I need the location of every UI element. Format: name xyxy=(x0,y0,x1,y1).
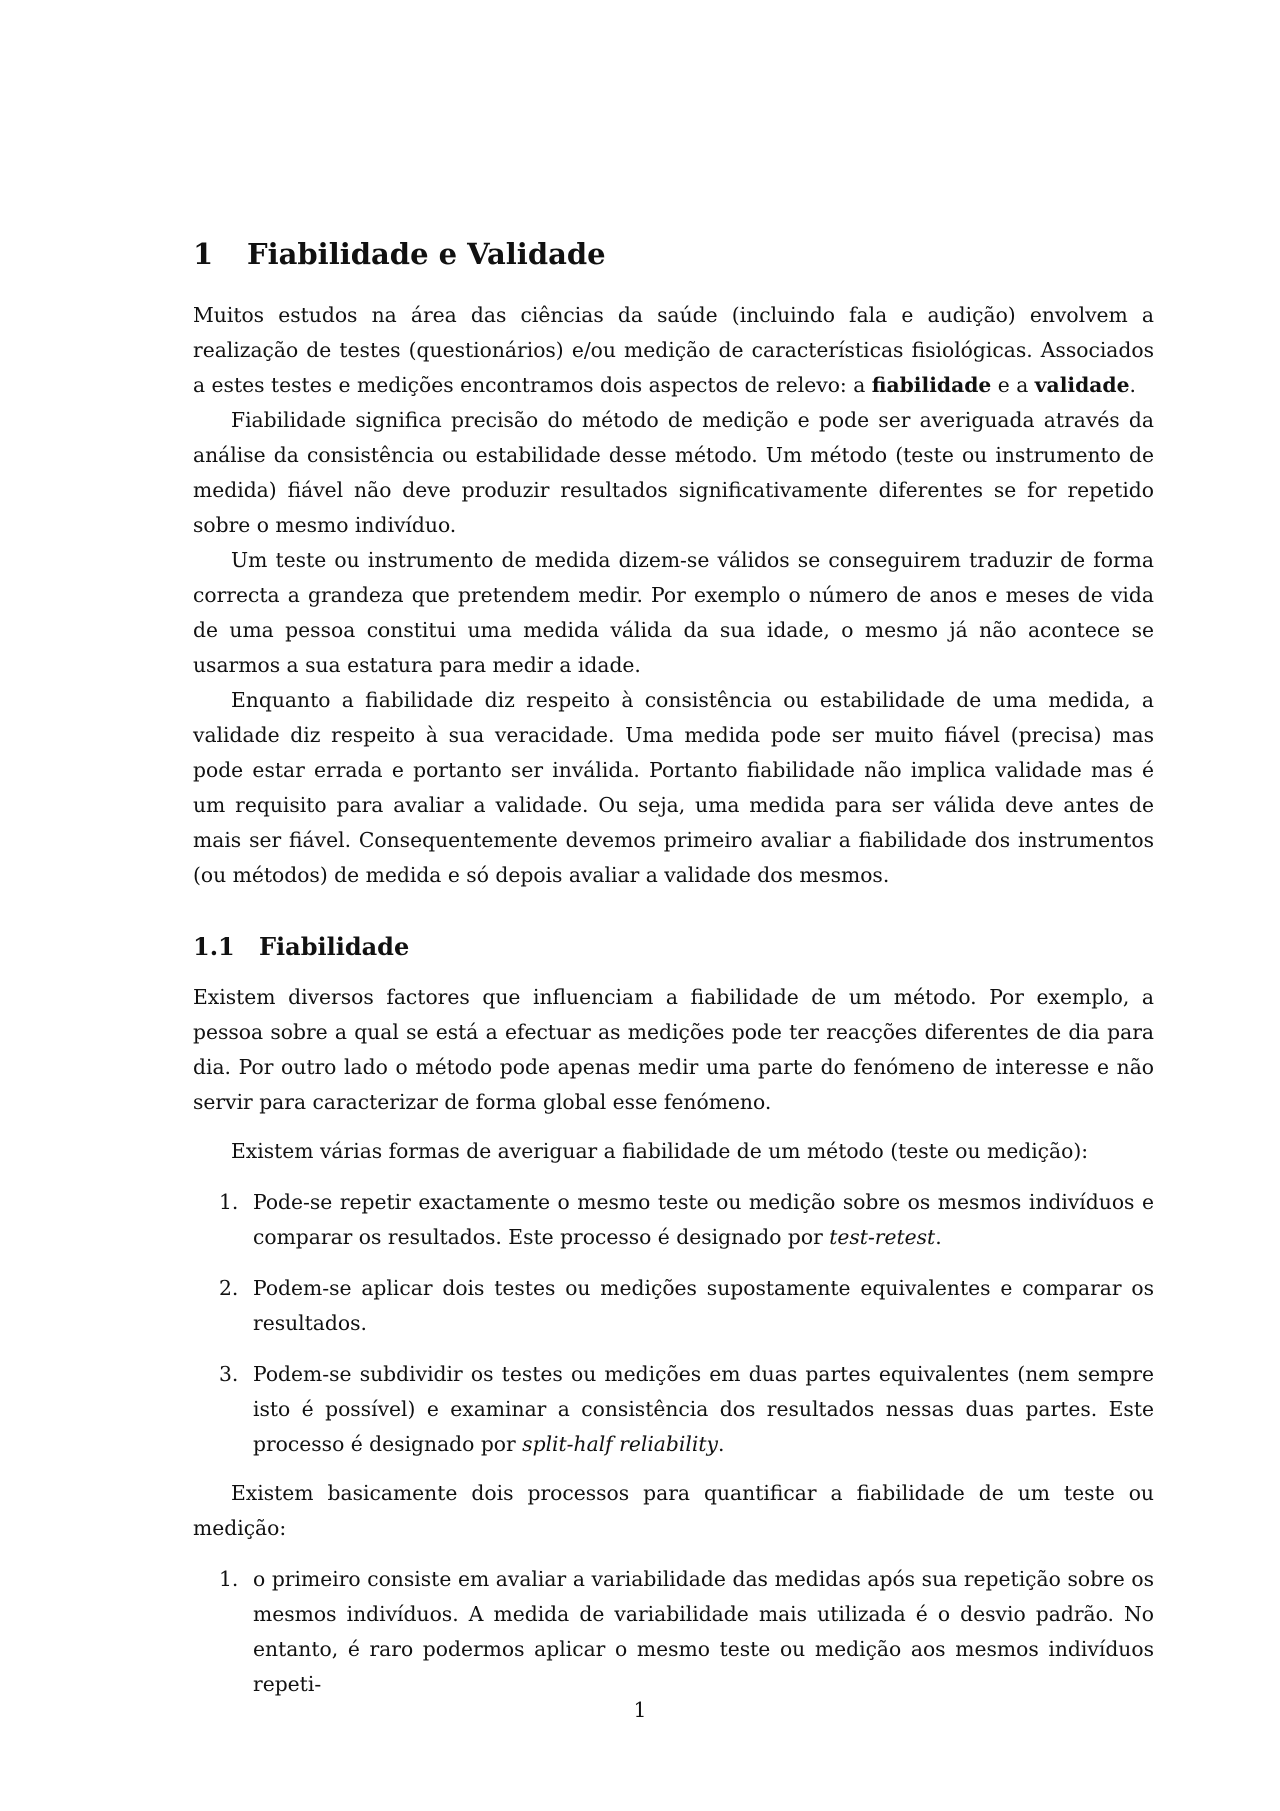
quantify-intro-paragraph: Existem basicamente dois processos para quantificar a fiabilidade de um teste ou medição: xyxy=(193,1481,1154,1540)
reliability-definition-paragraph: Fiabilidade significa precisão do método de medição e pode ser averiguada através da análise da consistência ou estabilidade desse método. Um método (teste ou instrumento de medida) fiável não deve produzir resultados significativamente diferentes se for repetido sobre o mesmo indivíduo. xyxy=(193,408,1154,537)
intro-paragraph: Muitos estudos na área das ciências da saúde (incluindo fala e audição) envolvem a realização de testes (questionários) e/ou medição de características fisiológicas. Associados a estes testes e medições encontramos dois aspectos de relevo: a fiabilidade e a validade. xyxy=(193,303,1154,397)
subsection-title: Fiabilidade xyxy=(259,932,410,961)
factors-paragraph: Existem diversos factores que influenciam a fiabilidade de um método. Por exemplo, a pessoa sobre a qual se está a efectuar as medições pode ter reacções diferentes de dia para dia. Por outro lado o método pode apenas medir uma parte do fenómeno de interesse e não servir para caracterizar de forma global esse fenómeno. xyxy=(193,985,1154,1114)
list-item: 1. Pode-se repetir exactamente o mesmo teste ou medição sobre os mesmos indivíduos e comparar os resultados. Este processo é designado por test-retest. xyxy=(193,1185,1154,1255)
section-number: 1 xyxy=(193,237,214,271)
section-title: Fiabilidade e Validade xyxy=(247,237,606,271)
methods-list xyxy=(193,1185,1154,1462)
list-item: 3. Podem-se subdividir os testes ou medições em duas partes equivalentes (nem sempre isto é possível) e examinar a consistência dos resultados nessas duas partes. Este processo é designado por split-half reliability. xyxy=(193,1357,1154,1462)
term-test-retest: test-retest xyxy=(829,1225,936,1249)
term-fiabilidade: fiabilidade xyxy=(871,373,992,397)
validity-definition-paragraph: Um teste ou instrumento de medida dizem-se válidos se conseguirem traduzir de forma correcta a grandeza que pretendem medir. Por exemplo o número de anos e meses de vida de uma pessoa constitui uma medida válida da sua idade, o mesmo já não acontece se usarmos a sua estatura para medir a idade. xyxy=(193,548,1154,677)
subsection-number: 1.1 xyxy=(193,932,235,961)
subsection-heading xyxy=(193,930,409,964)
section-heading xyxy=(193,234,606,274)
list-marker: 3. xyxy=(219,1362,239,1386)
section-body xyxy=(193,298,1154,893)
term-split-half: split-half reliability xyxy=(522,1432,718,1456)
term-validade: validade xyxy=(1034,373,1130,397)
list-marker: 2. xyxy=(219,1276,239,1300)
list-item: 1. o primeiro consiste em avaliar a variabilidade das medidas após sua repetição sobre os mesmos indivíduos. A medida de variabilidade mais utilizada é o desvio padrão. No entanto, é raro podermos aplicar o mesmo teste ou medição aos mesmos indivíduos repeti- xyxy=(193,1562,1154,1702)
page-number: 1 xyxy=(633,1698,647,1722)
reliability-vs-validity-paragraph: Enquanto a fiabilidade diz respeito à consistência ou estabilidade de uma medida, a validade diz respeito à sua veracidade. Uma medida pode ser muito fiável (precisa) mas pode estar errada e portanto ser inválida. Portanto fiabilidade não implica validade mas é um requisito para avaliar a validade. Ou seja, uma medida para ser válida deve antes de mais ser fiável. Consequentemente devemos primeiro avaliar a fiabilidade dos instrumentos (ou métodos) de medida e só depois avaliar a validade dos mesmos. xyxy=(193,688,1154,887)
list-marker: 1. xyxy=(219,1567,239,1591)
subsection-body xyxy=(193,980,1154,1702)
methods-intro-paragraph: Existem várias formas de averiguar a fiabilidade de um método (teste ou medição): xyxy=(231,1139,1089,1163)
list-marker: 1. xyxy=(219,1190,239,1214)
list-item: 2. Podem-se aplicar dois testes ou medições supostamente equivalentes e comparar os resultados. xyxy=(193,1271,1154,1341)
quantify-list xyxy=(193,1562,1154,1702)
